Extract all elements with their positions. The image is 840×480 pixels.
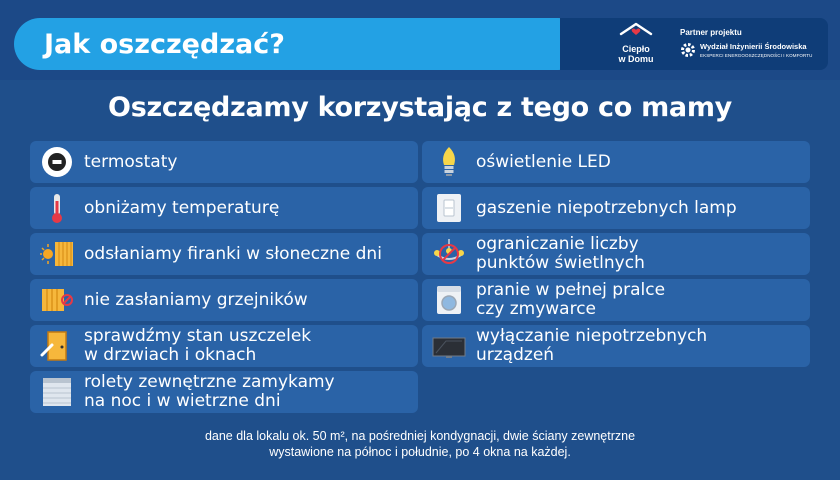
item-label: oświetlenie LED: [476, 152, 611, 172]
item-label-second-line: na noc i w wietrzne dni: [84, 391, 281, 411]
item-label: wyłączanie niepotrzebnych: [476, 326, 708, 346]
led-bulb-icon: [432, 145, 466, 179]
item-label: nie zasłaniamy grzejników: [84, 290, 308, 310]
roller-shutter-icon: [40, 375, 74, 409]
footnote: [0, 428, 840, 460]
list-item: [30, 279, 418, 321]
gear-icon: [680, 42, 696, 58]
footnote-line-2: wystawione na północ i południe, po 4 okna na każdej.: [269, 445, 571, 459]
list-item: [30, 141, 418, 183]
item-label: pranie w pełnej pralce: [476, 280, 666, 300]
sun-curtain-icon: [40, 237, 74, 271]
radiator-icon: [40, 283, 74, 317]
item-label: ograniczanie liczby: [476, 234, 639, 254]
item-label: termostaty: [84, 152, 178, 172]
partner-label: Partner projektu: [680, 28, 742, 37]
washing-machine-icon: [432, 283, 466, 317]
list-item: [30, 371, 418, 413]
list-item: [422, 325, 810, 367]
item-label: obniżamy temperaturę: [84, 198, 280, 218]
logo-text-w-domu: w Domu: [618, 54, 654, 64]
list-item: [30, 187, 418, 229]
list-item: [422, 279, 810, 321]
item-label: rolety zewnętrzne zamykamy: [84, 372, 335, 392]
list-item: [422, 141, 810, 183]
cieplo-w-domu-logo: [608, 22, 664, 68]
title-banner: [14, 18, 584, 70]
house-icon: [618, 22, 654, 44]
partner-subtitle: EKSPERCI ENERGOOSZCZĘDNOŚCI I KOMFORTU: [700, 53, 813, 58]
item-label: odsłaniamy firanki w słoneczne dni: [84, 244, 382, 264]
headline: Oszczędzamy korzystając z tego co mamy: [108, 92, 732, 123]
item-label-second-line: czy zmywarce: [476, 299, 597, 319]
door-seal-icon: [40, 329, 74, 363]
partner-name: Wydział Inżynierii Środowiska: [700, 42, 807, 51]
item-label: sprawdźmy stan uszczelek: [84, 326, 312, 346]
item-label-second-line: punktów świetlnych: [476, 253, 645, 273]
item-label-second-line: w drzwiach i oknach: [84, 345, 257, 365]
light-switch-icon: [432, 191, 466, 225]
item-label-second-line: urządzeń: [476, 345, 555, 365]
page-title: Jak oszczędzać?: [44, 29, 285, 60]
list-item: [30, 233, 418, 275]
list-item: [422, 187, 810, 229]
logo-text-cieplo: Ciepło: [622, 44, 650, 54]
tv-icon: [432, 329, 466, 363]
thermostat-icon: [40, 145, 74, 179]
list-item: [422, 233, 810, 275]
list-item: [30, 325, 418, 367]
item-label: gaszenie niepotrzebnych lamp: [476, 198, 737, 218]
thermometer-icon: [40, 191, 74, 225]
chandelier-icon: [432, 237, 466, 271]
footnote-line-1: dane dla lokalu ok. 50 m², na pośredniej kondygnacji, dwie ściany zewnętrzne: [204, 429, 636, 443]
